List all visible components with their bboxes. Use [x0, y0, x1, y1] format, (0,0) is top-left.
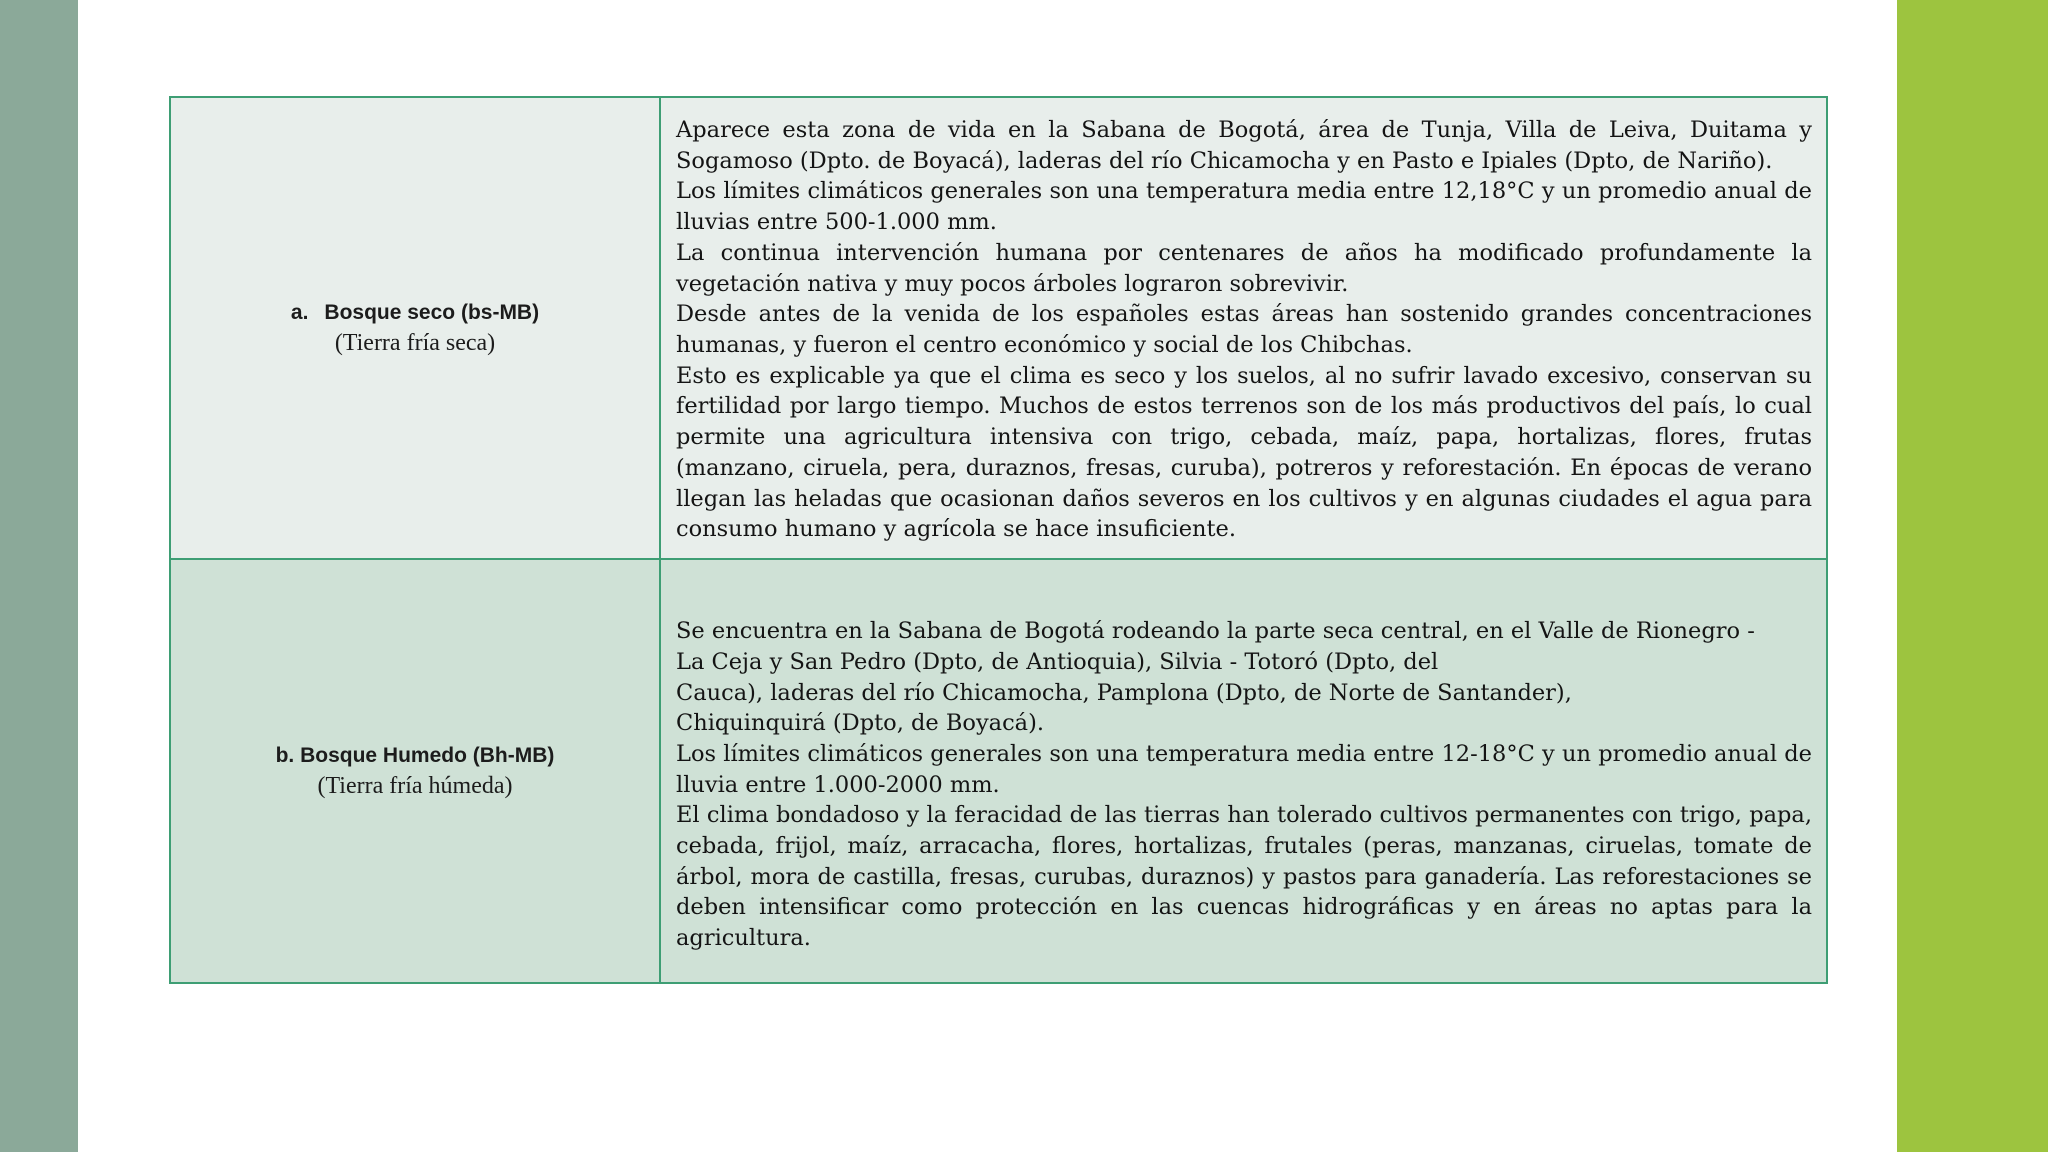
description-paragraph: La continua intervención humana por centenares de años ha modificado profundamente la vegetación nativa y muy pocos árboles lograron sobrevivir.	[676, 239, 1812, 297]
description-line: Cauca), laderas del río Chicamocha, Pamplona (Dpto, de Norte de Santander),	[676, 679, 1572, 706]
description-paragraph: Aparece esta zona de vida en la Sabana de Bogotá, área de Tunja, Villa de Leiva, Duitama y Sogamoso (Dpto. de Boyacá), laderas del río Chicamocha y en Pasto e Ipiales (Dpto, de Nariño).	[676, 117, 1812, 174]
zone-label-cell	[170, 559, 660, 983]
description-line: La Ceja y San Pedro (Dpto, de Antioquia), Silvia - Totoró (Dpto, del	[676, 648, 1439, 675]
table-row	[170, 97, 1827, 559]
description-paragraph: El clima bondadoso y la feracidad de las tierras han tolerado cultivos permanentes con trigo, papa, cebada, frijol, maíz, arracacha, flores, hortalizas, frutales (peras, manzanas, ciruelas, tomate de árbol, mora de castilla, fresas, curubas, duraznos) y pastos para ganadería. Las reforestaciones se deben intensificar como protección en las cuencas hidrográficas y en áreas no aptas para la agricultura.	[676, 802, 1812, 952]
zone-label-cell	[170, 97, 660, 559]
zone-title-text: Bosque seco (bs-MB)	[324, 301, 540, 324]
zone-description-cell	[660, 559, 1827, 983]
description-paragraph: Los límites climáticos generales son una temperatura media entre 12,18°C y un promedio anual de lluvias entre 500-1.000 mm.	[676, 178, 1812, 236]
right-decorative-bar	[1897, 0, 2048, 1152]
description-paragraph: Los límites climáticos generales son una temperatura media entre 12-18°C y un promedio anual de lluvia entre 1.000-2000 mm.	[676, 740, 1812, 798]
life-zones-table	[169, 96, 1828, 984]
description-paragraph: Desde antes de la venida de los españoles estas áreas han sostenido grandes concentraciones humanas, y fueron el centro económico y social de los Chibchas.	[676, 301, 1812, 358]
list-marker: a.	[290, 301, 309, 324]
description-paragraph: Esto es explicable ya que el clima es seco y los suelos, al no sufrir lavado excesivo, conservan su fertilidad por largo tiempo. Muchos de estos terrenos son de los más productivos del país, lo cual permite una agricultura intensiva con trigo, cebada, maíz, papa, hortalizas, flores, frutas (manzano, ciruela, pera, duraznos, fresas, curuba), potreros y reforestación. En épocas de verano llegan las heladas que ocasionan daños severos en los cultivos y en algunas ciudades el agua para consumo humano y agrícola se hace insuficiente.	[676, 362, 1812, 543]
zone-subtitle: (Tierra fría seca)	[334, 330, 496, 356]
zone-description-cell	[660, 97, 1827, 559]
table-row	[170, 559, 1827, 983]
description-line: Chiquinquirá (Dpto, de Boyacá).	[676, 710, 1045, 737]
description-line: Se encuentra en la Sabana de Bogotá rodeando la parte seca central, en el Valle de Rionegro -	[676, 618, 1755, 645]
zone-title	[291, 297, 539, 328]
zone-title: b. Bosque Humedo (Bh-MB)	[275, 744, 555, 767]
left-decorative-bar	[0, 0, 78, 1152]
zone-subtitle: (Tierra fría húmeda)	[317, 773, 513, 799]
